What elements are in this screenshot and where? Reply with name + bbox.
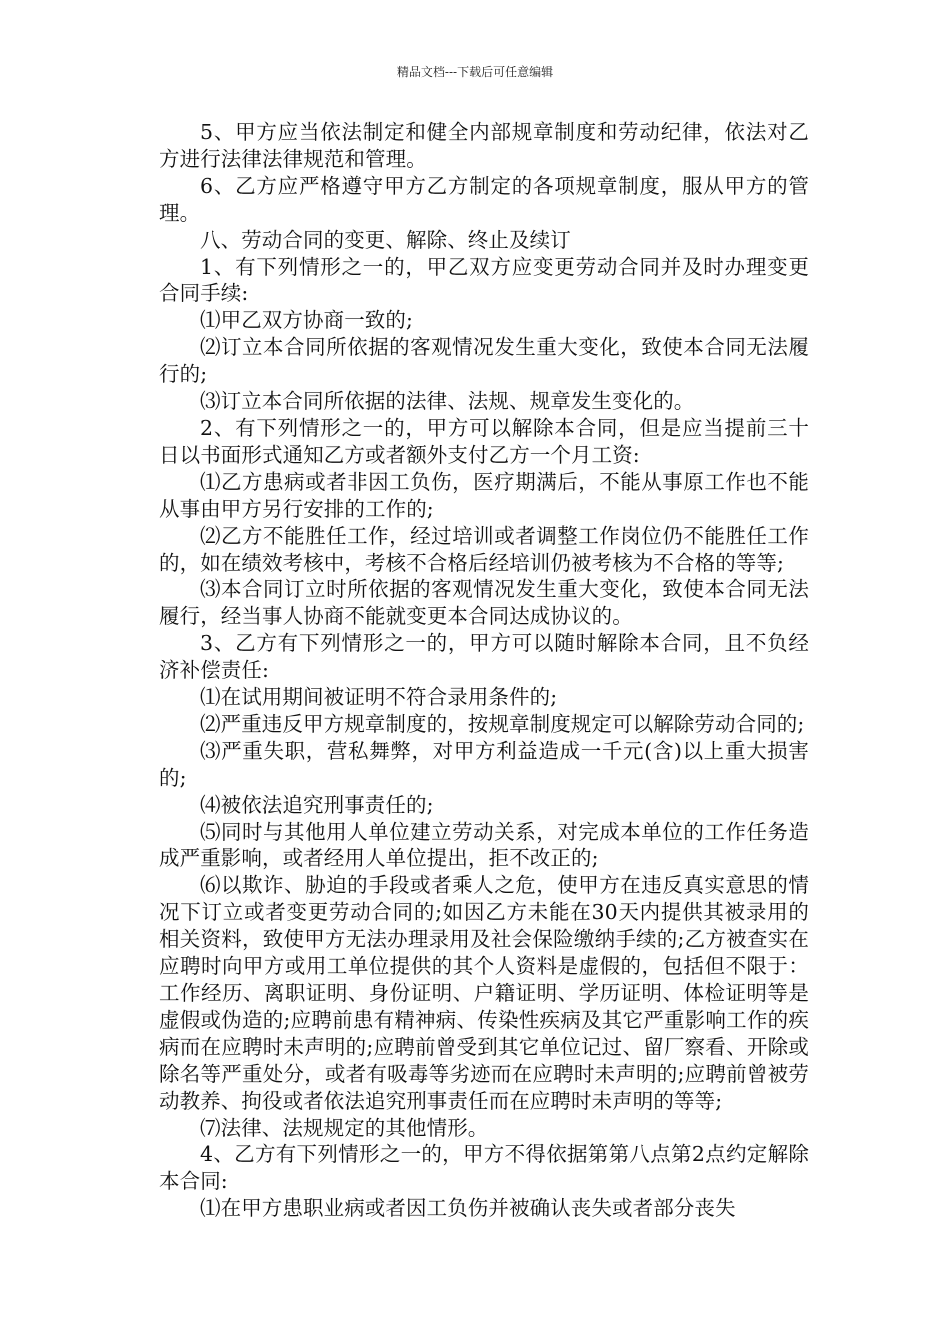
paragraph: 6、乙方应严格遵守甲方乙方制定的各项规章制度，服从甲方的管理。 — [159, 173, 809, 225]
list-item: ⑷被依法追究刑事责任的; — [200, 792, 434, 817]
paragraph: 2、有下列情形之一的，甲方可以解除本合同，但是应当提前三十日以书面形式通知乙方或者额外支付乙方一个月工资: — [159, 415, 809, 467]
list-item: ⑸同时与其他用人单位建立劳动关系，对完成本单位的工作任务造成严重影响，或者经用人单位提出，拒不改正的; — [159, 819, 809, 871]
paragraph: 4、乙方有下列情形之一的，甲方不得依据第第八点第2点约定解除本合同: — [159, 1142, 809, 1194]
paragraph: 3、乙方有下列情形之一的，甲方可以随时解除本合同，且不负经济补偿责任: — [159, 631, 809, 683]
list-item: ⑶严重失职，营私舞弊，对甲方利益造成一千元(含)以上重大损害的; — [159, 738, 809, 790]
list-item: ⑹以欺诈、胁迫的手段或者乘人之危，使甲方在违反真实意思的情况下订立或者变更劳动合同的;如因乙方未能在30天内提供其被录用的相关资料，致使甲方无法办理录用及社会保险缴纳手续的;乙方被查实在应聘时向甲方或用工单位提供的其个人资料是虚假的，包括但不限于：工作经历、离职证明、身份证明、户籍证明、学历证明、体检证明等是虚假或伪造的;应聘前患有精神病、传染性疾病及其它严重影响工作的疾病而在应聘时未声明的;应聘前曾受到其它单位记过、留厂察看、开除或除名等严重处分，或者有吸毒等劣迹而在应聘时未声明的;应聘前曾被劳动教养、拘役或者依法追究刑事责任而在应聘时未声明的等等; — [159, 873, 809, 1113]
paragraph: 5、甲方应当依法制定和健全内部规章制度和劳动纪律，依法对乙方进行法律法律规范和管理。 — [159, 120, 809, 171]
list-item: ⑴甲乙双方协商一致的; — [200, 308, 414, 333]
list-item: ⑴在甲方患职业病或者因工负伤并被确认丧失或者部分丧失 — [200, 1196, 736, 1221]
list-item: ⑶订立本合同所依据的法律、法规、规章发生变化的。 — [200, 389, 695, 414]
list-item: ⑺法律、法规规定的其他情形。 — [200, 1115, 489, 1140]
document-body — [159, 119, 809, 1222]
paragraph: 1、有下列情形之一的，甲乙双方应变更劳动合同并及时办理变更合同手续: — [159, 254, 809, 306]
list-item: ⑴在试用期间被证明不符合录用条件的; — [200, 685, 558, 710]
list-item: ⑴乙方患病或者非因工负伤，医疗期满后，不能从事原工作也不能从事由甲方另行安排的工作的; — [159, 469, 809, 521]
section-heading: 八、劳动合同的变更、解除、终止及续订 — [200, 227, 571, 252]
list-item: ⑵订立本合同所依据的客观情况发生重大变化，致使本合同无法履行的; — [159, 335, 809, 387]
list-item: ⑵乙方不能胜任工作，经过培训或者调整工作岗位仍不能胜任工作的，如在绩效考核中，考核不合格后经培训仍被考核为不合格的等等; — [159, 523, 809, 575]
page-header: 精品文档---下载后可任意编辑 — [396, 65, 554, 79]
list-item: ⑶本合同订立时所依据的客观情况发生重大变化，致使本合同无法履行，经当事人协商不能就变更本合同达成协议的。 — [159, 577, 809, 629]
list-item: ⑵严重违反甲方规章制度的，按规章制度规定可以解除劳动合同的; — [200, 711, 805, 736]
